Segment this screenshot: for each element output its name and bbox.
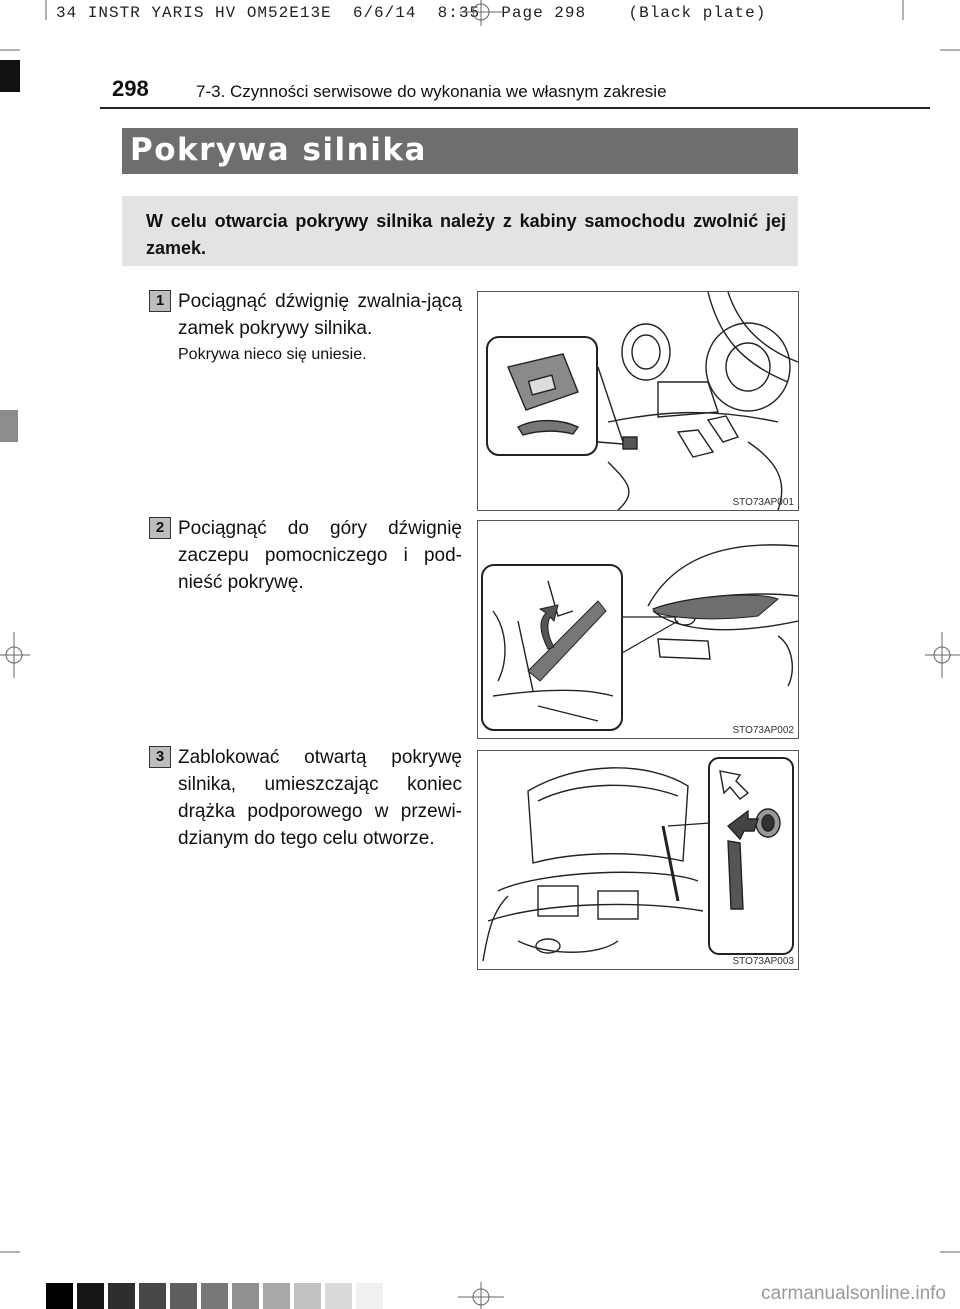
page-title: Pokrywa silnika — [130, 132, 427, 168]
grey-swatch — [294, 1283, 321, 1309]
grey-swatch — [201, 1283, 228, 1309]
step-number-3: 3 — [149, 746, 171, 768]
auxiliary-catch-illustration — [478, 521, 798, 738]
hood-release-illustration — [478, 292, 798, 510]
grey-swatch — [108, 1283, 135, 1309]
step-text-1: Pociągnąć dźwignię zwalnia-jącą zamek pokrywy silnika. — [178, 291, 462, 339]
grey-swatch — [356, 1283, 383, 1309]
printer-slug: 34 INSTR YARIS HV OM52E13E 6/6/14 8:35 Page 298 (Black plate) — [56, 4, 767, 22]
figure-code-2: STO73AP002 — [732, 725, 794, 736]
grey-swatch — [325, 1283, 352, 1309]
step-note-1: Pokrywa nieco się uniesie. — [178, 346, 367, 363]
support-rod-illustration — [478, 751, 798, 969]
figure-auxiliary-catch — [477, 520, 799, 739]
grey-swatch — [170, 1283, 197, 1309]
step-text-2: Pociągnąć do góry dźwignię zaczepu pomocniczego i pod-nieść pokrywę. — [178, 518, 462, 593]
grey-swatch — [232, 1283, 259, 1309]
section-tab-marker — [0, 410, 18, 442]
page-number: 298 — [112, 76, 149, 101]
figure-hood-release-lever — [477, 291, 799, 511]
grey-swatch — [77, 1283, 104, 1309]
header-rule — [100, 107, 930, 109]
grey-swatch — [46, 1283, 73, 1309]
figure-code-3: STO73AP003 — [732, 956, 794, 967]
watermark: carmanualsonline.info — [761, 1283, 946, 1304]
section-reference: 7-3. Czynności serwisowe do wykonania we własnym zakresie — [196, 82, 667, 101]
grey-swatch — [139, 1283, 166, 1309]
grey-scale-bar — [46, 1283, 383, 1309]
intro-text: W celu otwarcia pokrywy silnika należy z kabiny samochodu zwolnić jej zamek. — [146, 211, 786, 258]
chapter-tab-marker — [0, 60, 20, 92]
grey-swatch — [263, 1283, 290, 1309]
figure-code-1: STO73AP001 — [732, 497, 794, 508]
step-number-2: 2 — [149, 517, 171, 539]
figure-support-rod — [477, 750, 799, 970]
step-text-3: Zablokować otwartą pokrywę silnika, umieszczając koniec drążka podporowego w przewi-dzianym do tego celu otworze. — [178, 747, 462, 849]
step-number-1: 1 — [149, 290, 171, 312]
